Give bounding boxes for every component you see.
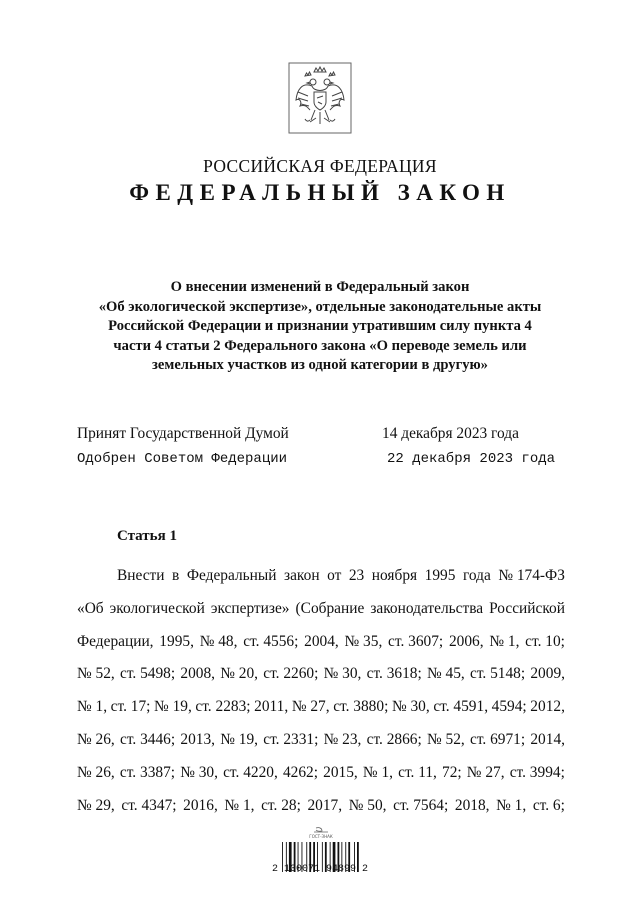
- article-word: ст. 4591,: [433, 698, 489, 716]
- article-word: ст. 2866;: [366, 730, 422, 748]
- article-word: № 50,: [348, 796, 387, 814]
- article-word: № 52,: [426, 730, 465, 748]
- article-word: № 27,: [291, 698, 330, 716]
- article-body-line: [77, 724, 565, 757]
- duma-adoption-label: Принят Государственной Думой: [77, 425, 289, 442]
- article-word: № 35,: [344, 632, 383, 650]
- article-heading: Статья 1: [117, 528, 177, 544]
- article-word: ст. 5498;: [120, 665, 176, 683]
- article-word: 2009,: [530, 665, 565, 683]
- article-word: № 19,: [154, 698, 192, 716]
- article-word: ст. 3994;: [509, 763, 565, 781]
- article-word: № 23,: [323, 730, 362, 748]
- coat-of-arms-emblem: [288, 62, 352, 134]
- article-word: ст. 28;: [261, 796, 301, 814]
- law-title-line: земельных участков из одной категории в другую»: [152, 357, 488, 374]
- article-word: ст. 2331;: [263, 730, 319, 748]
- article-word: года: [462, 567, 491, 584]
- article-word: ст. 10;: [525, 632, 565, 650]
- article-word: ст. 3880;: [333, 698, 389, 716]
- article-word: экспертизе»: [210, 599, 290, 617]
- article-word: № 1,: [489, 632, 520, 650]
- document-type-heading: ФЕДЕРАЛЬНЫЙ ЗАКОН: [129, 180, 511, 205]
- article-word: 4594;: [491, 698, 527, 716]
- article-body-line: [77, 790, 565, 823]
- article-word: № 1,: [224, 796, 255, 814]
- article-word: № 174-ФЗ: [498, 567, 565, 584]
- article-word: № 30,: [180, 763, 218, 781]
- article-word: ст. 2283;: [195, 698, 251, 716]
- article-word: 2017,: [307, 796, 343, 814]
- article-word: 2011,: [254, 698, 289, 716]
- article-body-line: [77, 593, 565, 626]
- article-word: 4262;: [282, 763, 319, 781]
- article-word: № 27,: [466, 763, 505, 781]
- article-word: № 29,: [77, 796, 115, 814]
- council-approval-label: Одобрен Советом Федерации: [77, 451, 288, 467]
- duma-adoption-date: 14 декабря 2023 года: [382, 425, 519, 442]
- article-word: 2004,: [304, 632, 339, 650]
- article-word: ст. 4220,: [223, 763, 278, 781]
- article-word: № 1,: [496, 796, 527, 814]
- article-word: 2018,: [454, 796, 490, 814]
- article-word: ст. 4556;: [243, 632, 299, 650]
- article-word: в: [172, 567, 180, 584]
- article-body-line: [77, 626, 565, 659]
- article-word: 72;: [442, 763, 462, 781]
- article-word: ст. 3387;: [119, 763, 176, 781]
- law-title-line: «Об экологической экспертизе», отдельные законодательные акты: [98, 298, 542, 315]
- article-word: ст. 2260;: [263, 665, 319, 683]
- article-word: № 30,: [323, 665, 362, 683]
- article-body-line: [77, 691, 565, 724]
- article-word: 2006,: [448, 632, 484, 650]
- article-word: 2016,: [183, 796, 218, 814]
- article-word: 2013,: [180, 730, 216, 748]
- article-body: [77, 560, 565, 822]
- article-word: № 1,: [362, 763, 393, 781]
- article-word: № 20,: [220, 665, 259, 683]
- law-title: [60, 278, 580, 376]
- article-word: от: [327, 567, 342, 584]
- article-word: законодательства: [370, 599, 484, 617]
- article-word: 2015,: [323, 763, 358, 781]
- article-word: ноября: [371, 567, 418, 584]
- article-word: № 52,: [77, 665, 115, 683]
- law-title-line: Российской Федерации и признании утратившим силу пункта 4: [108, 318, 532, 335]
- article-word: 1995: [424, 567, 456, 584]
- article-word: ст. 7564;: [393, 796, 449, 814]
- article-body-line: [77, 560, 565, 593]
- article-word: экологической: [109, 599, 205, 617]
- law-title-line: О внесении изменений в Федеральный закон: [170, 279, 470, 295]
- article-word: ст. 3618;: [366, 665, 422, 683]
- article-body-line: [77, 757, 565, 790]
- article-word: 1995,: [159, 632, 194, 650]
- article-word: ст. 4347;: [121, 796, 177, 814]
- article-word: ст. 3446;: [120, 730, 176, 748]
- article-word: № 26,: [77, 730, 115, 748]
- article-word: Федеральный: [186, 567, 277, 584]
- country-name: РОССИЙСКАЯ ФЕДЕРАЦИЯ: [203, 156, 437, 176]
- article-word: 2014,: [530, 730, 565, 748]
- article-word: 2008,: [180, 665, 216, 683]
- article-word: ст. 5148;: [469, 665, 526, 683]
- article-word: ст. 11,: [398, 763, 437, 781]
- article-body-line: [77, 658, 565, 691]
- article-word: (Собрание: [295, 599, 365, 617]
- article-word: ст. 17;: [110, 698, 151, 716]
- article-word: Внести: [117, 567, 165, 584]
- article-word: ст. 3607;: [388, 632, 444, 650]
- article-word: № 45,: [426, 665, 465, 683]
- article-word: ст. 6971;: [469, 730, 526, 748]
- council-approval-date: 22 декабря 2023 года: [387, 451, 556, 467]
- article-word: № 30,: [391, 698, 430, 716]
- article-word: Федерации,: [77, 632, 154, 650]
- article-word: № 26,: [77, 763, 115, 781]
- article-word: № 19,: [220, 730, 259, 748]
- law-title-line: части 4 статьи 2 Федерального закона «О переводе земель или: [113, 337, 527, 354]
- article-word: 2012,: [530, 698, 565, 716]
- article-word: Российской: [489, 599, 565, 617]
- article-word: 23: [348, 567, 365, 584]
- svg-text:ГОСТ-ЗНАК: ГОСТ-ЗНАК: [309, 834, 333, 839]
- barcode-number: 2 100071 94899 2: [271, 864, 368, 875]
- article-word: закон: [284, 567, 320, 584]
- article-word: ст. 6;: [532, 796, 565, 814]
- barcode-image: [280, 826, 362, 892]
- article-word: № 48,: [199, 632, 238, 650]
- article-word: «Об: [77, 599, 104, 617]
- article-word: № 1,: [77, 698, 108, 716]
